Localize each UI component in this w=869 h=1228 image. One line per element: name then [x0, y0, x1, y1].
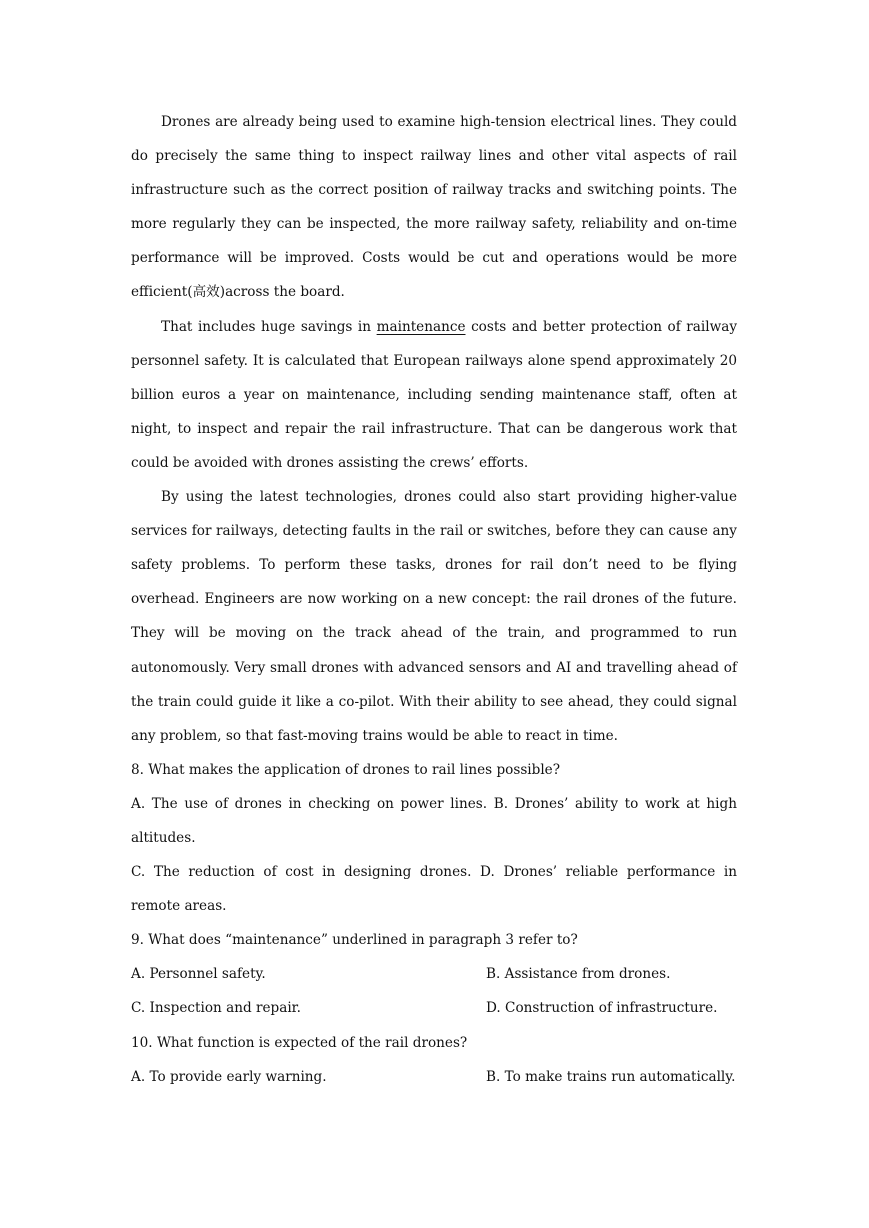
question-10-option-b: B. To make trains run automatically. [486, 1068, 736, 1085]
document-page [131, 105, 737, 1094]
question-8-options-ab: A. The use of drones in checking on power lines. B. Drones’ ability to work at high altitudes. [131, 795, 737, 846]
passage-paragraph-2-start: That includes huge savings in [161, 318, 372, 335]
passage-paragraph-1: Drones are already being used to examine high-tension electrical lines. They could do precisely the same thing to inspect railway lines and other vital aspects of rail infrastructure such as the correct position of railway tracks and switching points. The more regularly they can be inspected, the more railway safety, reliability and on-time performance will be improved. Costs would be cut and operations would be more efficient(高效)across the board. [131, 114, 737, 301]
question-10-stem: 10. What function is expected of the rail drones? [131, 1034, 468, 1051]
question-8-options-cd: C. The reduction of cost in designing drones. D. Drones’ reliable performance in remote areas. [131, 864, 737, 915]
passage-paragraph-2 [131, 310, 737, 480]
question-9-option-c: C. Inspection and repair. [131, 1000, 301, 1017]
question-8-stem: 8. What makes the application of drones to rail lines possible? [131, 761, 561, 778]
question-9-option-b: B. Assistance from drones. [486, 966, 671, 983]
question-9-row-2 [131, 991, 737, 1025]
passage-paragraph-2-rest: costs and better protection of railway personnel safety. It is calculated that European railways alone spend approximately 20 billion euros a year on maintenance, including sending maintenance staff, often at night, to inspect and repair the rail infrastructure. That can be dangerous work that could be avoided with drones assisting the crews’ efforts. [131, 318, 737, 471]
question-10-row-1 [131, 1060, 737, 1094]
question-10-option-a: A. To provide early warning. [131, 1068, 327, 1085]
question-9-option-d: D. Construction of infrastructure. [486, 1000, 718, 1017]
question-9-row-1 [131, 957, 737, 991]
question-9-stem: 9. What does “maintenance” underlined in paragraph 3 refer to? [131, 932, 578, 949]
question-9-option-a: A. Personnel safety. [131, 966, 266, 983]
passage-paragraph-3: By using the latest technologies, drones could also start providing higher-value services for railways, detecting faults in the rail or switches, before they can cause any safety problems. To perform these tasks, drones for rail don’t need to be flying overhead. Engineers are now working on a new concept: the rail drones of the future. They will be moving on the track ahead of the train, and programmed to run autonomously. Very small drones with advanced sensors and AI and travelling ahead of the train could guide it like a co-pilot. With their ability to see ahead, they could signal any problem, so that fast-moving trains would be able to react in time. [131, 489, 737, 744]
underlined-word-maintenance: maintenance [376, 318, 466, 335]
